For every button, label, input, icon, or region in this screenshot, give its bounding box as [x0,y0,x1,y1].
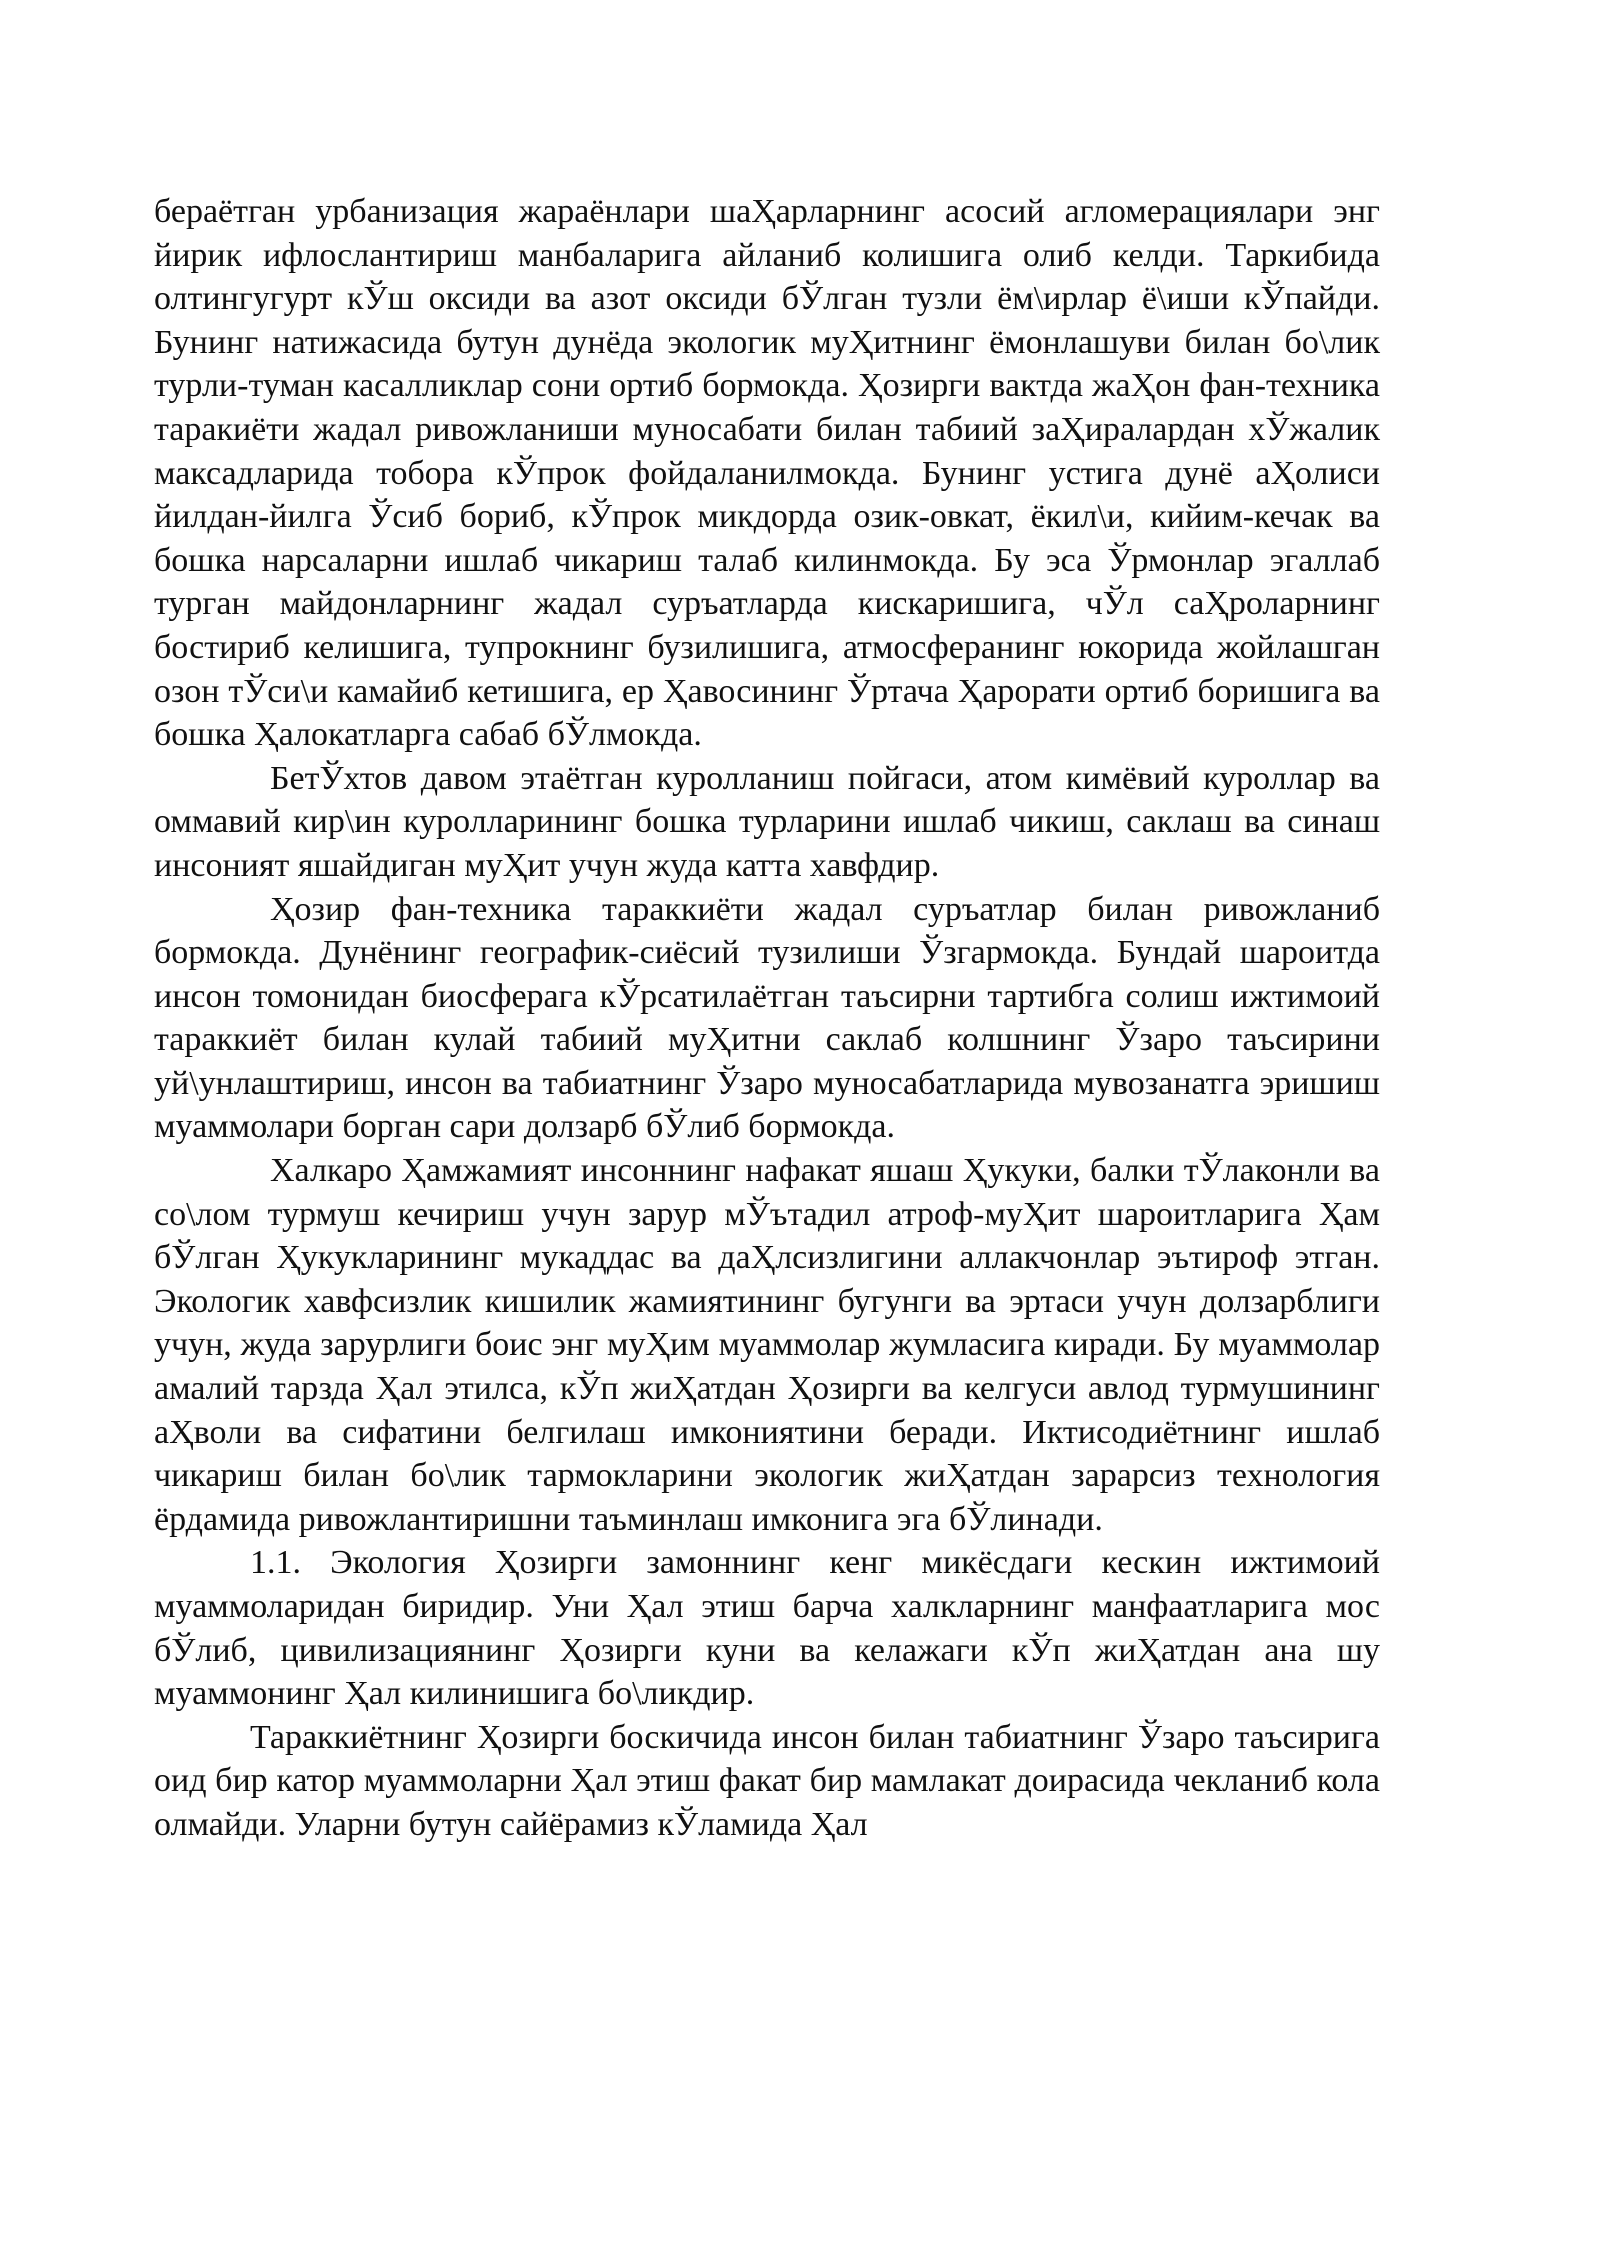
paragraph-5-section-1-1: 1.1. Экология Ҳозирги замоннинг кенг микёсдаги кескин ижтимоий муаммоларидан биридир. Уни Ҳал этиш барча халкларнинг манфаатларига мос бЎлиб, цивилизациянинг Ҳозирги куни ва келажаги кЎп жиҲатдан ана шу муаммонинг Ҳал килинишига бо\ликдир. [154,1544,1380,1713]
paragraph-4: Халкаро Ҳамжамият инсоннинг нафакат яшаш Ҳукуки, балки тЎлаконли ва со\лом турмуш кечириш учун зарур мЎътадил атроф-муҲит шароитларига Ҳам бЎлган Ҳукукларининг мукаддас ва даҲлсизлигини аллакчонлар эътироф этган. Экологик хавфсизлик кишилик жамиятининг бугунги ва эртаси учун долзарблиги учун, жуда зарурлиги боис энг муҲим муаммолар жумласига киради. Бу муаммолар амалий тарзда Ҳал этилса, кЎп жиҲатдан Ҳозирги ва келгуси авлод турмушининг аҲволи ва сифатини белгилаш имкониятини беради. Иктисодиётнинг ишлаб чикариш билан бо\лик тармокларини экологик жиҲатдан зарарсиз технология ёрдамида ривожлантиришни таъминлаш имконига эга бЎлинади. [154,1152,1380,1538]
paragraph-6: Тараккиётнинг Ҳозирги боскичида инсон билан табиатнинг Ўзаро таъсирига оид бир катор муаммоларни Ҳал этиш факат бир мамлакат доирасида чекланиб кола олмайди. Уларни бутун сайёрамиз кЎламида Ҳал [154,1718,1380,1843]
paragraph-2: БетЎхтов давом этаётган куролланиш пойгаси, атом кимёвий куроллар ва оммавий кир\ин куролларининг бошка турларини ишлаб чикиш, саклаш ва синаш инсоният яшайдиган муҲит учун жуда катта хавфдир. [154,759,1380,884]
paragraph-3: Ҳозир фан-техника тараккиёти жадал суръатлар билан ривожланиб бормокда. Дунёнинг географик-сиёсий тузилиши Ўзгармокда. Бундай шароитда инсон томонидан биосферага кЎрсатилаётган таъсирни тартибга солиш ижтимоий тараккиёт билан кулай табиий муҲитни саклаб колшнинг Ўзаро таъсирини уй\унлаштириш, инсон ва табиатнинг Ўзаро муносабатларида мувозанатга эришиш муаммолари борган сари долзарб бЎлиб бормокда. [154,890,1380,1146]
paragraph-1: бераётган урбанизация жараёнлари шаҲарларнинг асосий агломерациялари энг йирик ифлослантириш манбаларига айланиб колишига олиб келди. Таркибида олтингугурт кЎш оксиди ва азот оксиди бЎлган тузли ём\ирлар ё\иши кЎпайди. Бунинг натижасида бутун дунёда экологик муҲитнинг ёмонлашуви билан бо\лик турли-туман касалликлар сони ортиб бормокда. Ҳозирги вактда жаҲон фан-техника таракиёти жадал ривожланиши муносабати билан табиий заҲиралардан хЎжалик максадларида тобора кЎпрок фойдаланилмокда. Бунинг устига дунё аҲолиси йилдан-йилга Ўсиб бориб, кЎпрок микдорда озик-овкат, ёкил\и, кийим-кечак ва бошка нарсаларни ишлаб чикариш талаб килинмокда. Бу эса Ўрмонлар эгаллаб турган майдонларнинг жадал суръатларда кискаришига, чЎл саҲроларнинг бостириб келишига, тупрокнинг бузилишига, атмосферанинг юкорида жойлашган озон тЎси\и камайиб кетишига, ер Ҳавосининг Ўртача Ҳарорати ортиб боришига ва бошка Ҳалокатларга сабаб бЎлмокда. [154,193,1380,754]
document-page [154,190,1380,1847]
